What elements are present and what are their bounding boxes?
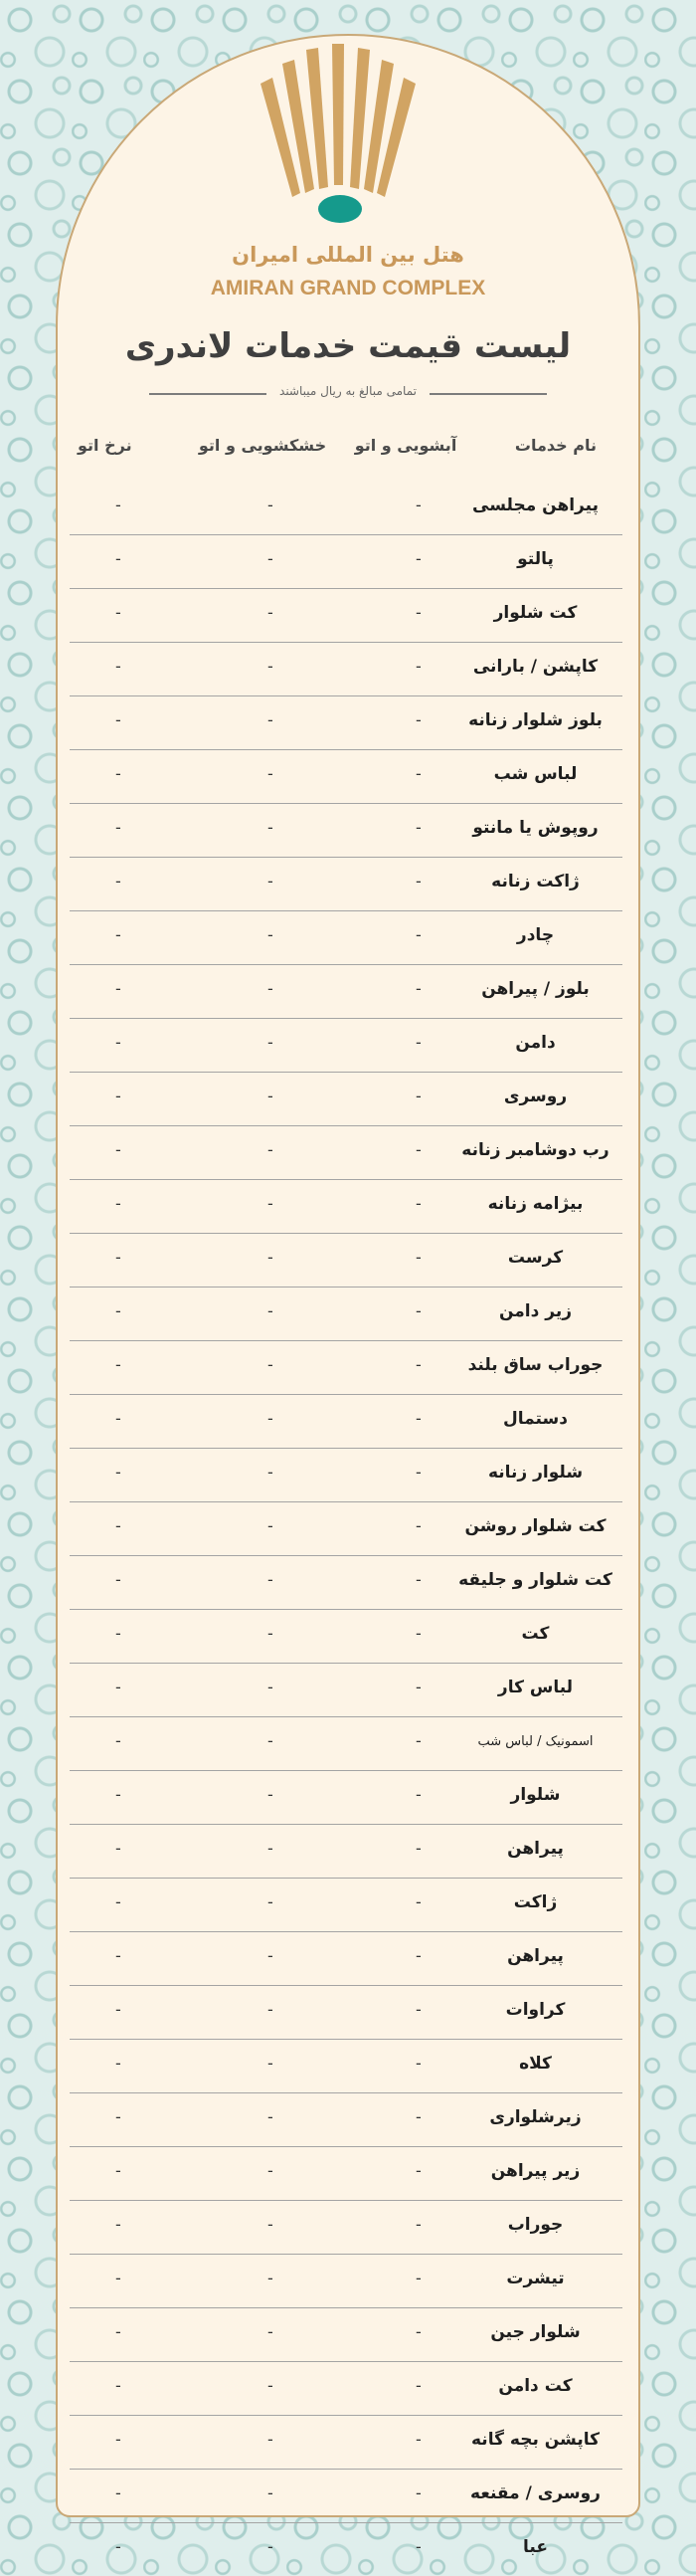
dry-iron-price: - bbox=[267, 710, 273, 729]
dry-iron-price: - bbox=[267, 764, 273, 783]
service-name: روسری bbox=[503, 1087, 568, 1106]
table-row bbox=[70, 1019, 622, 1073]
wash-iron-price: - bbox=[416, 2322, 422, 2341]
wash-iron-price: - bbox=[416, 818, 422, 837]
iron-price: - bbox=[115, 1785, 121, 1804]
dry-iron-price: - bbox=[267, 1033, 273, 1052]
dry-iron-price: - bbox=[267, 2054, 273, 2073]
table-row bbox=[70, 1556, 622, 1610]
service-name: کت bbox=[521, 1624, 550, 1644]
wash-iron-price: - bbox=[416, 1140, 422, 1159]
dry-iron-price: - bbox=[267, 2107, 273, 2126]
dry-iron-price: - bbox=[267, 1785, 273, 1804]
wash-iron-price: - bbox=[416, 1355, 422, 1374]
iron-price: - bbox=[115, 979, 121, 998]
iron-price: - bbox=[115, 2537, 121, 2556]
dry-iron-price: - bbox=[267, 925, 273, 944]
iron-price: - bbox=[115, 1194, 121, 1213]
table-row bbox=[70, 1073, 622, 1126]
service-name: اسمونیک / لباس شب bbox=[477, 1734, 594, 1749]
wash-iron-price: - bbox=[416, 1785, 422, 1804]
service-name: پیراهن مجلسی bbox=[472, 495, 599, 515]
wash-iron-price: - bbox=[416, 603, 422, 622]
dry-iron-price: - bbox=[267, 603, 273, 622]
service-name: تیشرت bbox=[506, 2269, 565, 2288]
service-name: کراوات bbox=[505, 2000, 566, 2020]
iron-price: - bbox=[115, 1678, 121, 1696]
dry-iron-price: - bbox=[267, 1731, 273, 1750]
service-name: کرست bbox=[507, 1248, 564, 1268]
dry-iron-price: - bbox=[267, 2483, 273, 2502]
wash-iron-price: - bbox=[416, 1892, 422, 1911]
dry-iron-price: - bbox=[267, 1516, 273, 1535]
wash-iron-price: - bbox=[416, 2269, 422, 2287]
wash-iron-price: - bbox=[416, 2161, 422, 2180]
iron-price: - bbox=[115, 1248, 121, 1267]
iron-price: - bbox=[115, 549, 121, 568]
iron-price: - bbox=[115, 1033, 121, 1052]
price-table bbox=[70, 418, 622, 2576]
iron-price: - bbox=[115, 2000, 121, 2019]
table-row bbox=[70, 1395, 622, 1449]
service-name: جوراب ساق بلند bbox=[467, 1355, 604, 1375]
service-name: چادر bbox=[516, 925, 555, 945]
table-row bbox=[70, 1664, 622, 1717]
service-name: شلوار جین bbox=[490, 2322, 581, 2342]
subtitle-text: تمامی مبالغ به ریال میباشند bbox=[279, 384, 417, 398]
table-row bbox=[70, 2523, 622, 2576]
service-name: زیر دامن bbox=[498, 1301, 573, 1321]
iron-price: - bbox=[115, 1516, 121, 1535]
dry-iron-price: - bbox=[267, 1301, 273, 1320]
header-wash-iron: آبشویی و اتو bbox=[354, 436, 457, 455]
iron-price: - bbox=[115, 764, 121, 783]
service-name: روسری / مقنعه bbox=[470, 2483, 601, 2503]
table-row bbox=[70, 535, 622, 589]
table-row bbox=[70, 1932, 622, 1986]
table-row bbox=[70, 482, 622, 535]
dry-iron-price: - bbox=[267, 1087, 273, 1105]
service-name: دستمال bbox=[503, 1409, 568, 1429]
dry-iron-price: - bbox=[267, 1678, 273, 1696]
hotel-logo-icon bbox=[253, 44, 432, 233]
service-name: روپوش یا مانتو bbox=[472, 818, 599, 838]
table-row bbox=[70, 1879, 622, 1932]
service-name: شلوار bbox=[510, 1785, 561, 1805]
iron-price: - bbox=[115, 818, 121, 837]
wash-iron-price: - bbox=[416, 979, 422, 998]
table-row bbox=[70, 1341, 622, 1395]
wash-iron-price: - bbox=[416, 1033, 422, 1052]
dry-iron-price: - bbox=[267, 1892, 273, 1911]
iron-price: - bbox=[115, 2161, 121, 2180]
service-name: کلاه bbox=[519, 2054, 552, 2074]
subtitle-block bbox=[149, 382, 547, 406]
wash-iron-price: - bbox=[416, 2000, 422, 2019]
table-row bbox=[70, 965, 622, 1019]
iron-price: - bbox=[115, 2430, 121, 2449]
table-row bbox=[70, 1610, 622, 1664]
wash-iron-price: - bbox=[416, 2430, 422, 2449]
dry-iron-price: - bbox=[267, 2537, 273, 2556]
table-row bbox=[70, 1449, 622, 1502]
table-body bbox=[70, 482, 622, 2576]
service-name: کت شلوار و جلیقه bbox=[458, 1570, 612, 1590]
wash-iron-price: - bbox=[416, 1839, 422, 1858]
dry-iron-price: - bbox=[267, 1194, 273, 1213]
service-name: جوراب bbox=[507, 2215, 564, 2235]
table-row bbox=[70, 2470, 622, 2523]
table-row bbox=[70, 1717, 622, 1771]
table-row bbox=[70, 1825, 622, 1879]
dry-iron-price: - bbox=[267, 1248, 273, 1267]
table-row bbox=[70, 1180, 622, 1234]
wash-iron-price: - bbox=[416, 872, 422, 891]
wash-iron-price: - bbox=[416, 1087, 422, 1105]
table-row bbox=[70, 2362, 622, 2416]
header-service-name: نام خدمات bbox=[514, 436, 597, 455]
dry-iron-price: - bbox=[267, 1355, 273, 1374]
iron-price: - bbox=[115, 710, 121, 729]
iron-price: - bbox=[115, 1409, 121, 1428]
dry-iron-price: - bbox=[267, 1839, 273, 1858]
iron-price: - bbox=[115, 2322, 121, 2341]
service-name: لباس شب bbox=[493, 764, 578, 784]
iron-price: - bbox=[115, 1087, 121, 1105]
dry-iron-price: - bbox=[267, 2161, 273, 2180]
wash-iron-price: - bbox=[416, 1946, 422, 1965]
wash-iron-price: - bbox=[416, 2107, 422, 2126]
service-name: پیراهن bbox=[507, 1839, 564, 1859]
iron-price: - bbox=[115, 1892, 121, 1911]
table-row bbox=[70, 750, 622, 804]
table-row bbox=[70, 2308, 622, 2362]
dry-iron-price: - bbox=[267, 818, 273, 837]
table-row bbox=[70, 2201, 622, 2255]
iron-price: - bbox=[115, 2215, 121, 2234]
wash-iron-price: - bbox=[416, 657, 422, 676]
wash-iron-price: - bbox=[416, 764, 422, 783]
iron-price: - bbox=[115, 1355, 121, 1374]
wash-iron-price: - bbox=[416, 2537, 422, 2556]
iron-price: - bbox=[115, 657, 121, 676]
wash-iron-price: - bbox=[416, 549, 422, 568]
wash-iron-price: - bbox=[416, 710, 422, 729]
dry-iron-price: - bbox=[267, 1570, 273, 1589]
table-row bbox=[70, 589, 622, 643]
dry-iron-price: - bbox=[267, 1140, 273, 1159]
service-name: لباس کار bbox=[497, 1678, 574, 1697]
wash-iron-price: - bbox=[416, 1194, 422, 1213]
page-title: لیست قیمت خدمات لاندری bbox=[124, 326, 572, 366]
iron-price: - bbox=[115, 1839, 121, 1858]
header-dry-iron: خشکشویی و اتو bbox=[198, 436, 327, 455]
table-row bbox=[70, 2147, 622, 2201]
dry-iron-price: - bbox=[267, 979, 273, 998]
table-row bbox=[70, 1234, 622, 1288]
hotel-name-persian: هتل بین المللی امیران bbox=[232, 243, 464, 267]
iron-price: - bbox=[115, 1301, 121, 1320]
table-row bbox=[70, 1771, 622, 1825]
iron-price: - bbox=[115, 2107, 121, 2126]
service-name: پالتو bbox=[517, 549, 554, 569]
wash-iron-price: - bbox=[416, 1409, 422, 1428]
wash-iron-price: - bbox=[416, 1516, 422, 1535]
table-row bbox=[70, 1126, 622, 1180]
dry-iron-price: - bbox=[267, 1946, 273, 1965]
dry-iron-price: - bbox=[267, 2000, 273, 2019]
dry-iron-price: - bbox=[267, 2376, 273, 2395]
wash-iron-price: - bbox=[416, 1570, 422, 1589]
table-row bbox=[70, 1288, 622, 1341]
wash-iron-price: - bbox=[416, 1731, 422, 1750]
table-row bbox=[70, 858, 622, 911]
wash-iron-price: - bbox=[416, 2054, 422, 2073]
wash-iron-price: - bbox=[416, 2215, 422, 2234]
dry-iron-price: - bbox=[267, 2269, 273, 2287]
dry-iron-price: - bbox=[267, 1409, 273, 1428]
dry-iron-price: - bbox=[267, 549, 273, 568]
dry-iron-price: - bbox=[267, 2322, 273, 2341]
hotel-name-english: AMIRAN GRAND COMPLEX bbox=[210, 277, 486, 299]
iron-price: - bbox=[115, 2376, 121, 2395]
iron-price: - bbox=[115, 495, 121, 514]
service-name: ژاکت bbox=[513, 1892, 558, 1912]
table-row bbox=[70, 2255, 622, 2308]
service-name: بیژامه زنانه bbox=[487, 1194, 584, 1214]
subtitle-divider-right bbox=[430, 393, 547, 395]
dry-iron-price: - bbox=[267, 1624, 273, 1643]
table-row bbox=[70, 2093, 622, 2147]
iron-price: - bbox=[115, 2483, 121, 2502]
service-name: زیر پیراهن bbox=[490, 2161, 581, 2181]
service-name: رب دوشامبر زنانه bbox=[461, 1140, 609, 1160]
service-name: کت شلوار روشن bbox=[464, 1516, 607, 1536]
iron-price: - bbox=[115, 1624, 121, 1643]
service-name: دامن bbox=[515, 1033, 556, 1053]
table-row bbox=[70, 643, 622, 696]
table-row bbox=[70, 804, 622, 858]
header-iron-only: نرخ اتو bbox=[78, 436, 132, 455]
wash-iron-price: - bbox=[416, 1624, 422, 1643]
wash-iron-price: - bbox=[416, 1248, 422, 1267]
dry-iron-price: - bbox=[267, 1463, 273, 1482]
service-name: کاپشن / بارانی bbox=[472, 657, 599, 677]
service-name: بلوز شلوار زنانه bbox=[468, 710, 603, 730]
iron-price: - bbox=[115, 1731, 121, 1750]
iron-price: - bbox=[115, 2269, 121, 2287]
iron-price: - bbox=[115, 2054, 121, 2073]
table-row bbox=[70, 1502, 622, 1556]
iron-price: - bbox=[115, 1570, 121, 1589]
service-name: ژاکت زنانه bbox=[491, 872, 580, 892]
table-row bbox=[70, 911, 622, 965]
dry-iron-price: - bbox=[267, 495, 273, 514]
subtitle-divider-left bbox=[149, 393, 266, 395]
service-name: زیرشلواری bbox=[489, 2107, 582, 2127]
wash-iron-price: - bbox=[416, 925, 422, 944]
iron-price: - bbox=[115, 603, 121, 622]
service-name: کت شلوار bbox=[493, 603, 578, 623]
iron-price: - bbox=[115, 1463, 121, 1482]
wash-iron-price: - bbox=[416, 1463, 422, 1482]
wash-iron-price: - bbox=[416, 1301, 422, 1320]
iron-price: - bbox=[115, 872, 121, 891]
table-row bbox=[70, 2040, 622, 2093]
dry-iron-price: - bbox=[267, 2215, 273, 2234]
wash-iron-price: - bbox=[416, 495, 422, 514]
table-row bbox=[70, 696, 622, 750]
service-name: کاپشن بچه گانه bbox=[471, 2430, 600, 2450]
iron-price: - bbox=[115, 1140, 121, 1159]
iron-price: - bbox=[115, 1946, 121, 1965]
dry-iron-price: - bbox=[267, 657, 273, 676]
wash-iron-price: - bbox=[416, 2483, 422, 2502]
table-row bbox=[70, 1986, 622, 2040]
table-row bbox=[70, 2416, 622, 2470]
iron-price: - bbox=[115, 925, 121, 944]
dry-iron-price: - bbox=[267, 872, 273, 891]
dry-iron-price: - bbox=[267, 2430, 273, 2449]
service-name: کت دامن bbox=[498, 2376, 573, 2396]
service-name: شلوار زنانه bbox=[487, 1463, 584, 1483]
service-name: پیراهن bbox=[507, 1946, 564, 1966]
service-name: بلوز / پیراهن bbox=[481, 979, 590, 999]
wash-iron-price: - bbox=[416, 2376, 422, 2395]
service-name: عبا bbox=[523, 2537, 548, 2557]
wash-iron-price: - bbox=[416, 1678, 422, 1696]
table-header bbox=[70, 418, 622, 482]
